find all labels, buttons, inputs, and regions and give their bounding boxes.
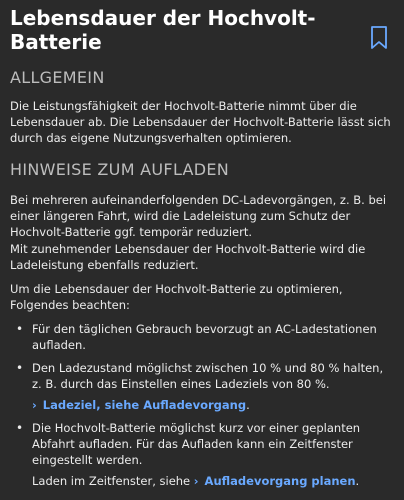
charging-paragraph-2: Mit zunehmender Lebensdauer der Hochvolt-Batterie wird die Ladeleistung ebenfalls reduziert. xyxy=(10,242,366,272)
page-title: Lebensdauer der Hochvolt-Batterie xyxy=(10,6,316,54)
bullet-item-ac-charging: Für den täglichen Gebrauch bevorzugt an AC-Ladestationen aufladen. xyxy=(32,322,377,352)
bullet-item-departure-charging: Die Hochvolt-Batterie möglichst kurz vor einer geplanten Abfahrt aufladen. Für das Aufladen kann ein Zeitfenster eingestellt werden. xyxy=(32,421,361,467)
link-aufladevorgang-planen-label: Aufladevorgang planen xyxy=(204,474,356,488)
time-window-prefix: Laden im Zeitfenster, siehe xyxy=(32,474,191,488)
link-aufladevorgang-planen[interactable] xyxy=(194,474,356,488)
link-aufladevorgang-planen-suffix: . xyxy=(355,474,360,488)
general-paragraph: Die Leistungsfähigkeit der Hochvolt-Batterie nimmt über die Lebensdauer ab. Die Lebensdauer der Hochvolt-Batterie lässt sich durch das eigene Nutzungsverhalten optimieren. xyxy=(10,99,391,145)
link-ladeziel-suffix: . xyxy=(246,398,250,412)
charging-paragraph-3: Um die Lebensdauer der Hochvolt-Batterie zu optimieren, Folgendes beachten: xyxy=(10,282,343,312)
section-heading-aufladen: HINWEISE ZUM AUFLADEN xyxy=(10,160,230,179)
charging-paragraph-1: Bei mehreren aufeinanderfolgenden DC-Ladevorgängen, z. B. bei einer längeren Fahrt, wird die Ladeleistung zum Schutz der Hochvolt-Batterie ggf. temporär reduziert. xyxy=(10,193,387,239)
bullet-item-charge-level: Den Ladezustand möglichst zwischen 10 % und 80 % halten, z. B. durch das Einstellen eines Ladeziels von 80 %. xyxy=(32,361,384,391)
bullet-marker: • xyxy=(16,421,24,435)
link-ladeziel-label: Ladeziel, siehe Aufladevorgang xyxy=(42,398,247,412)
link-ladeziel[interactable] xyxy=(32,397,250,413)
bullet-marker: • xyxy=(16,361,24,375)
bookmark-icon[interactable] xyxy=(370,26,388,50)
bullet-marker: • xyxy=(16,322,24,336)
chevron-right-icon: › xyxy=(193,474,199,488)
section-heading-allgemein: ALLGEMEIN xyxy=(10,68,105,87)
time-window-row xyxy=(32,473,359,489)
chevron-right-icon: › xyxy=(32,398,37,412)
